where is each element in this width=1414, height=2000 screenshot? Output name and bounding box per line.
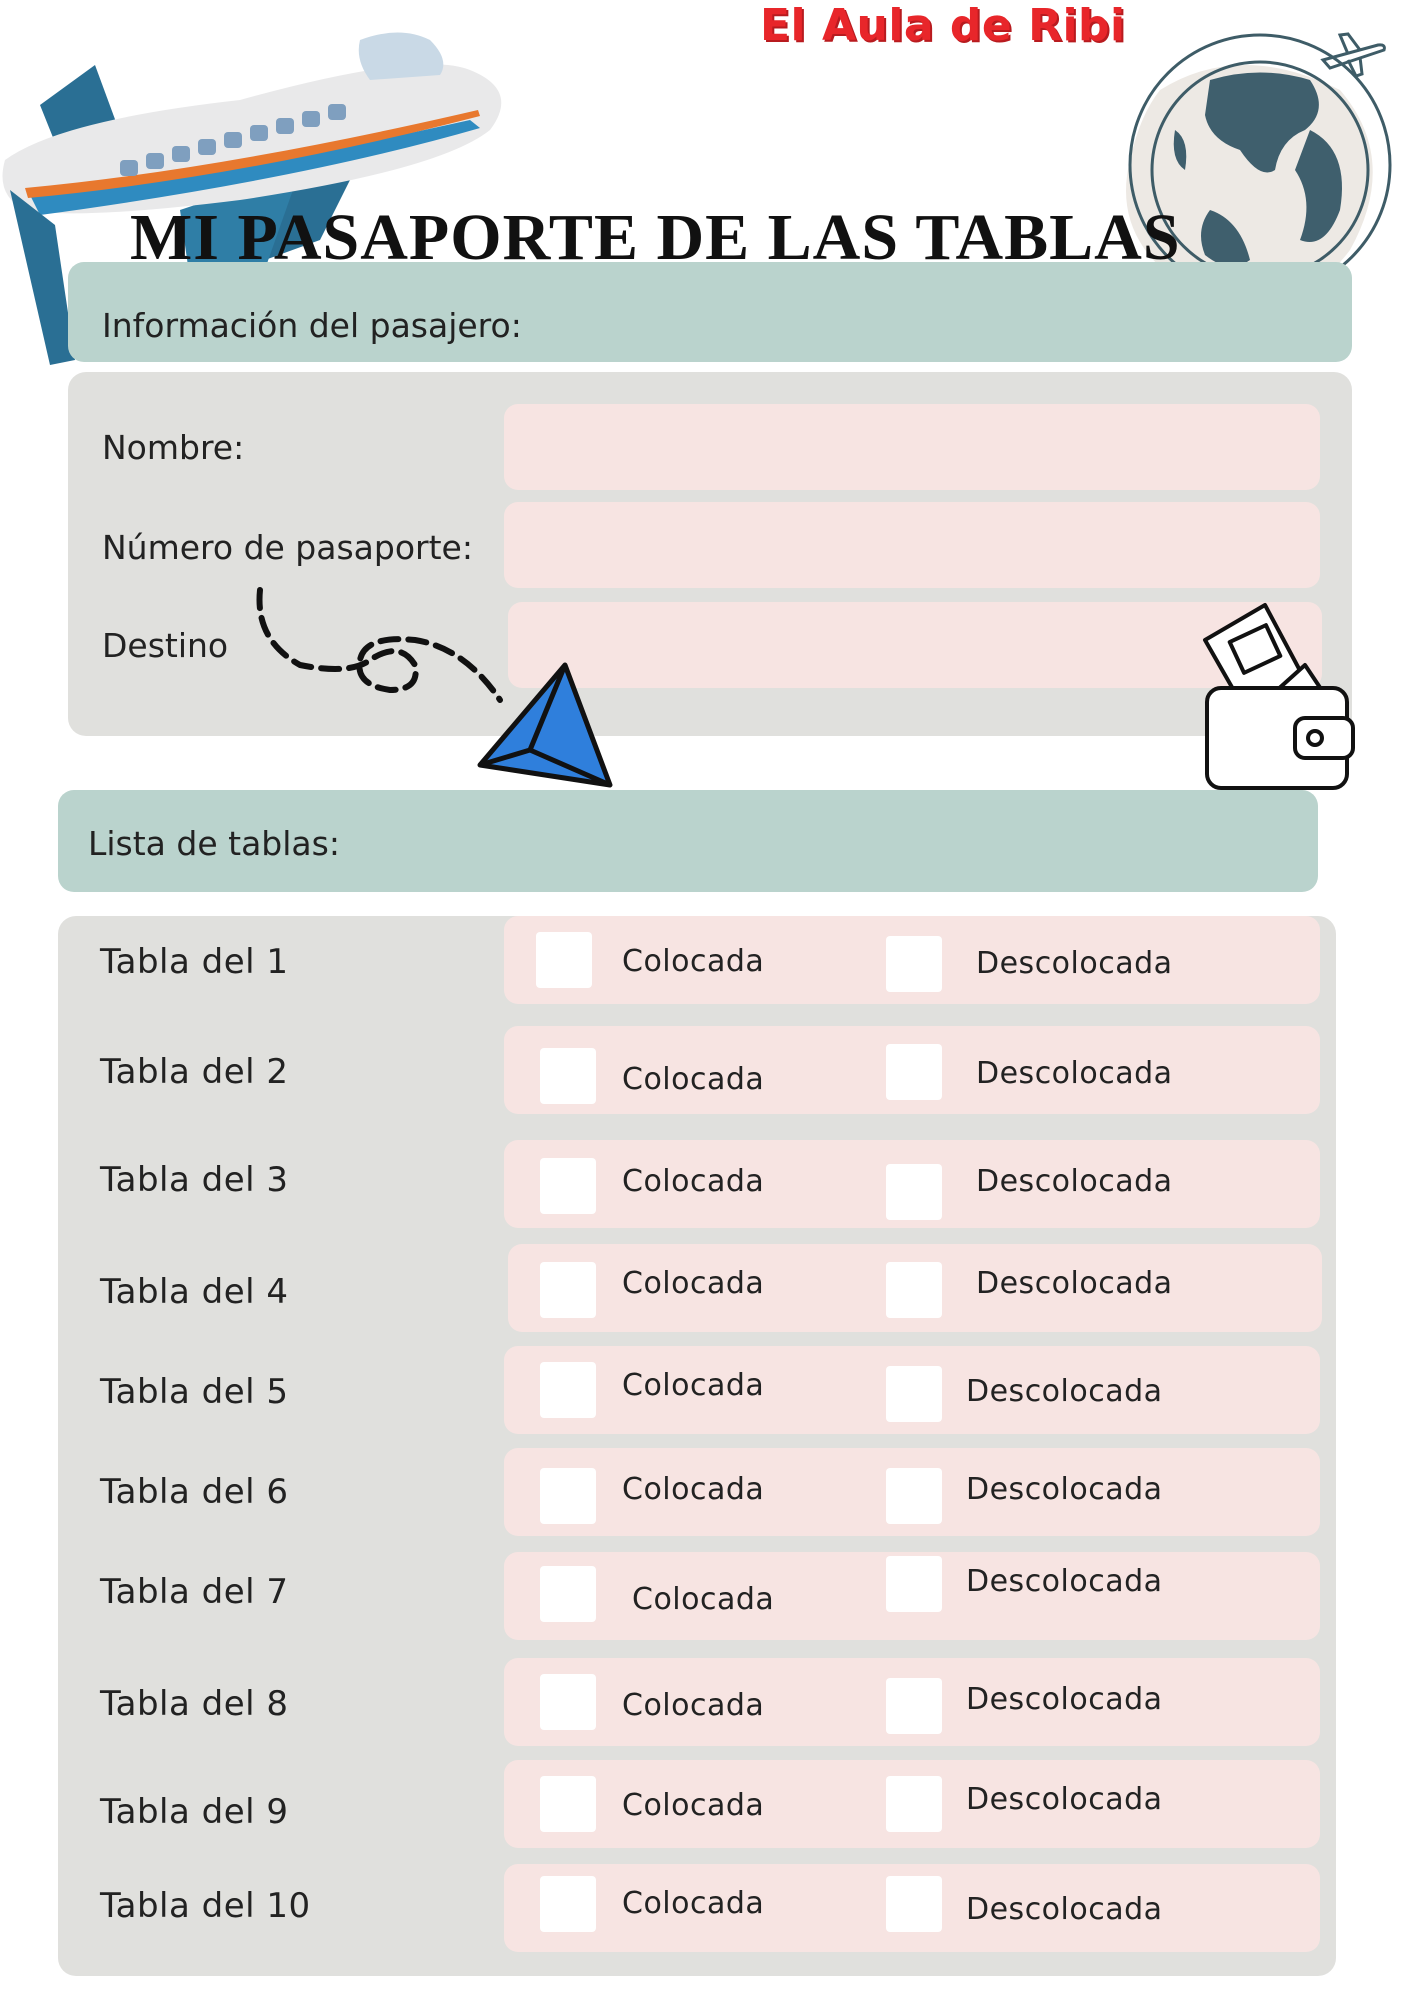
unplaced-option-label: Descolocada: [966, 1472, 1163, 1507]
placed-checkbox[interactable]: [540, 1468, 596, 1524]
placed-option-label: Colocada: [632, 1582, 775, 1617]
placed-option-label: Colocada: [622, 944, 765, 979]
placed-option-label: Colocada: [622, 1164, 765, 1199]
unplaced-checkbox[interactable]: [886, 1876, 942, 1932]
unplaced-checkbox[interactable]: [886, 1556, 942, 1612]
placed-option-label: Colocada: [622, 1368, 765, 1403]
table-row-label: Tabla del 2: [100, 1052, 289, 1092]
table-row-label: Tabla del 9: [100, 1792, 289, 1832]
placed-option-label: Colocada: [622, 1886, 765, 1921]
small-plane-icon: [1318, 30, 1388, 80]
table-row-label: Tabla del 5: [100, 1372, 289, 1412]
placed-checkbox[interactable]: [540, 1048, 596, 1104]
table-row-label: Tabla del 7: [100, 1572, 289, 1612]
unplaced-checkbox[interactable]: [886, 1776, 942, 1832]
table-row-label: Tabla del 10: [100, 1886, 311, 1926]
unplaced-option-label: Descolocada: [966, 1782, 1163, 1817]
tables-list-header-label: Lista de tablas:: [88, 824, 340, 863]
unplaced-checkbox[interactable]: [886, 1164, 942, 1220]
table-row-label: Tabla del 8: [100, 1684, 289, 1724]
placed-checkbox[interactable]: [540, 1566, 596, 1622]
unplaced-checkbox[interactable]: [886, 1678, 942, 1734]
destination-label: Destino: [102, 626, 229, 665]
unplaced-option-label: Descolocada: [976, 1056, 1173, 1091]
unplaced-option-label: Descolocada: [966, 1374, 1163, 1409]
unplaced-checkbox[interactable]: [886, 1044, 942, 1100]
name-field[interactable]: [504, 404, 1320, 490]
passport-number-field[interactable]: [504, 502, 1320, 588]
wallet-icon: [1195, 600, 1365, 795]
table-row-label: Tabla del 3: [100, 1160, 289, 1200]
placed-option-label: Colocada: [622, 1062, 765, 1097]
placed-option-label: Colocada: [622, 1788, 765, 1823]
paper-plane-icon: [470, 660, 620, 790]
placed-checkbox[interactable]: [540, 1876, 596, 1932]
table-row-label: Tabla del 1: [100, 942, 289, 982]
unplaced-option-label: Descolocada: [976, 1164, 1173, 1199]
unplaced-checkbox[interactable]: [886, 1262, 942, 1318]
placed-option-label: Colocada: [622, 1688, 765, 1723]
passenger-info-header-label: Información del pasajero:: [102, 306, 522, 345]
unplaced-checkbox[interactable]: [886, 1468, 942, 1524]
unplaced-option-label: Descolocada: [966, 1564, 1163, 1599]
placed-checkbox[interactable]: [540, 1158, 596, 1214]
unplaced-checkbox[interactable]: [886, 936, 942, 992]
placed-checkbox[interactable]: [540, 1674, 596, 1730]
placed-option-label: Colocada: [622, 1266, 765, 1301]
table-row-label: Tabla del 6: [100, 1472, 289, 1512]
unplaced-option-label: Descolocada: [976, 1266, 1173, 1301]
unplaced-checkbox[interactable]: [886, 1366, 942, 1422]
unplaced-option-label: Descolocada: [976, 946, 1173, 981]
unplaced-option-label: Descolocada: [966, 1682, 1163, 1717]
placed-checkbox[interactable]: [536, 932, 592, 988]
page-title: MI PASAPORTE DE LAS TABLAS: [130, 201, 1181, 274]
brand-logo-text: El Aula de Ribi: [760, 0, 1126, 51]
unplaced-option-label: Descolocada: [966, 1892, 1163, 1927]
name-label: Nombre:: [102, 428, 245, 467]
placed-checkbox[interactable]: [540, 1262, 596, 1318]
table-row-label: Tabla del 4: [100, 1272, 289, 1312]
placed-option-label: Colocada: [622, 1472, 765, 1507]
placed-checkbox[interactable]: [540, 1776, 596, 1832]
placed-checkbox[interactable]: [540, 1362, 596, 1418]
passport-number-label: Número de pasaporte:: [102, 528, 473, 567]
